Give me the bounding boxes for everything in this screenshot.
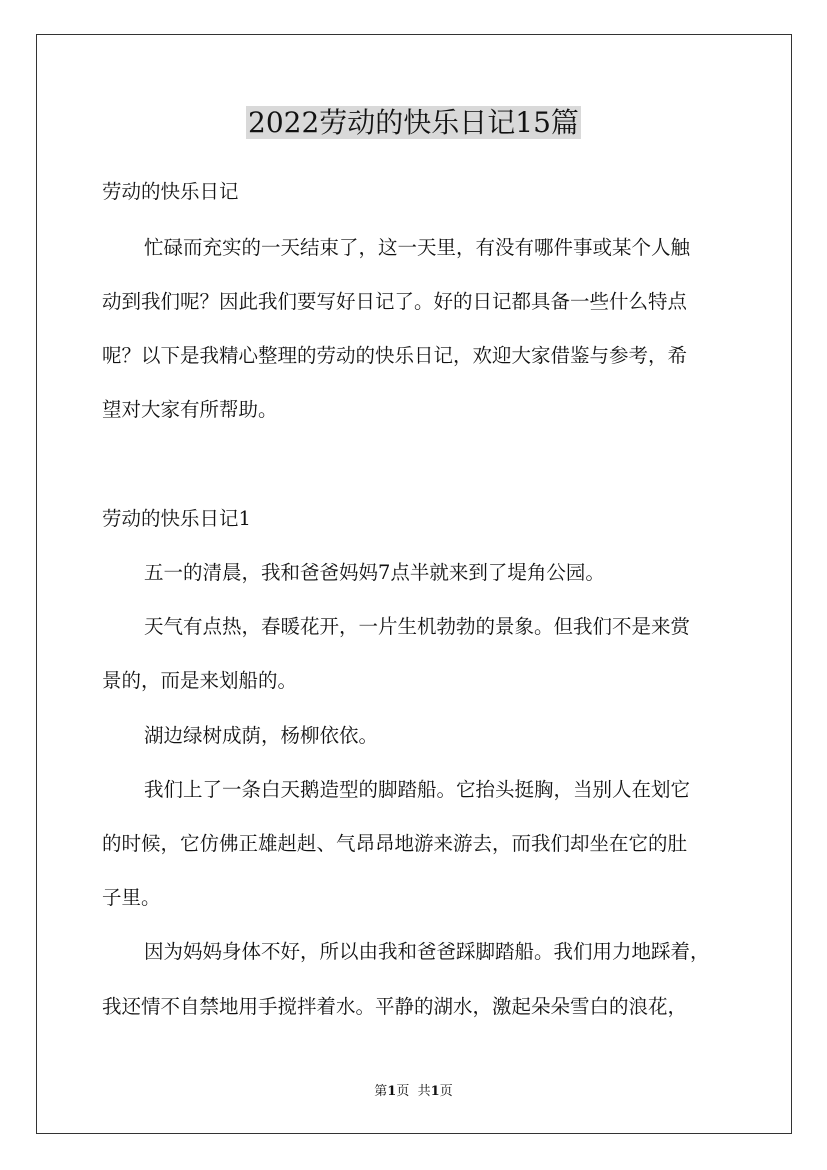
paragraph-line: 湖边绿树成荫，杨柳依依。 xyxy=(144,724,379,747)
paragraph-line: 景的，而是来划船的。 xyxy=(102,669,298,692)
footer-total-suffix: 页 xyxy=(439,1084,453,1099)
paragraph-line: 动到我们呢？因此我们要写好日记了。好的日记都具备一些什么特点 xyxy=(102,290,688,313)
paragraph-line: 望对大家有所帮助。 xyxy=(102,398,278,421)
paragraph-line: 的时候，它仿佛正雄赳赳、气昂昂地游来游去，而我们却坐在它的肚 xyxy=(102,832,688,855)
paragraph-line: 五一的清晨，我和爸爸妈妈7点半就来到了堤角公园。 xyxy=(144,561,605,584)
paragraph-line: 我还情不自禁地用手搅拌着水。平静的湖水，激起朵朵雪白的浪花， xyxy=(102,995,688,1018)
paragraph-line: 我们上了一条白天鹅造型的脚踏船。它抬头挺胸，当别人在划它 xyxy=(144,778,691,801)
footer-page-suffix: 页 xyxy=(396,1084,410,1099)
paragraph-line: 呢？以下是我精心整理的劳动的快乐日记，欢迎大家借鉴与参考，希 xyxy=(102,344,688,367)
paragraph-line: 因为妈妈身体不好，所以由我和爸爸踩脚踏船。我们用力地踩着， xyxy=(144,940,710,963)
document-title xyxy=(0,103,827,143)
footer-page-prefix: 第 xyxy=(374,1084,388,1099)
document-title-text: 2022劳动的快乐日记15篇 xyxy=(248,106,579,139)
paragraph-line: 子里。 xyxy=(102,886,161,909)
footer-total-number: 1 xyxy=(430,1084,440,1099)
section-heading: 劳动的快乐日记 xyxy=(102,180,239,203)
footer-total-prefix: 共 xyxy=(417,1084,431,1099)
page-footer xyxy=(0,1083,827,1101)
paragraph-line: 忙碌而充实的一天结束了，这一天里，有没有哪件事或某个人触 xyxy=(144,236,691,259)
footer-page-number: 1 xyxy=(387,1084,397,1099)
paragraph-line: 天气有点热，春暖花开，一片生机勃勃的景象。但我们不是来赏 xyxy=(144,615,691,638)
section-heading: 劳动的快乐日记1 xyxy=(102,507,251,530)
